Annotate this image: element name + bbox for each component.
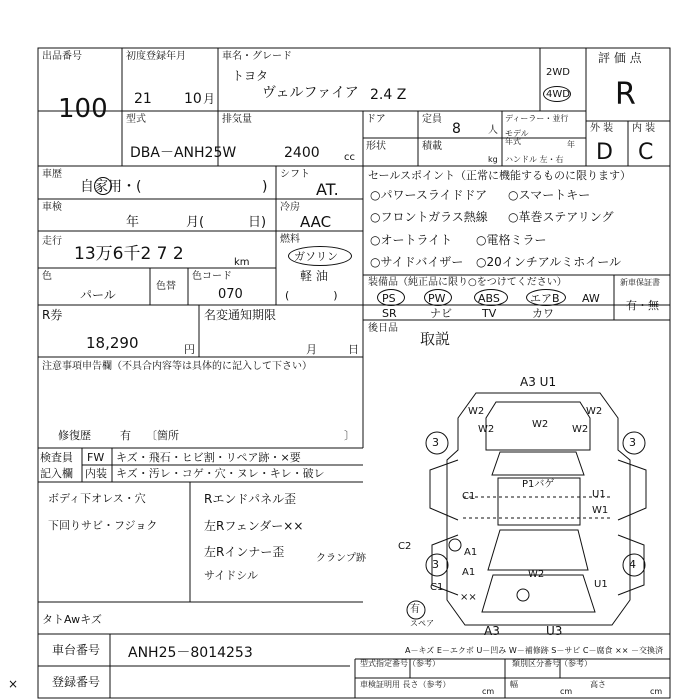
transfer-label: 名変通知期限 <box>204 308 277 322</box>
fuel-diesel: 軽 油 <box>300 269 328 283</box>
repair-location: 〔箇所 <box>146 429 179 442</box>
diagram-circle-note: 有 <box>410 604 420 615</box>
selling-point-3: ○フロントガラス熱線 <box>370 210 488 224</box>
equip-abs: ABS <box>478 292 500 305</box>
fuel-circled: ガソリン <box>294 250 338 263</box>
rating-label: 評 価 点 <box>598 51 642 65</box>
diagram-a3: A3 <box>484 624 500 638</box>
inspection-label: 車検 <box>42 202 62 213</box>
category: 類別区分番号（参考） <box>512 659 592 668</box>
ac-label: 冷房 <box>280 202 300 213</box>
diagram-w2-3: W2 <box>532 419 549 430</box>
first-reg-label: 初度登録年月 <box>126 51 186 62</box>
equip-ps: PS <box>382 292 396 305</box>
color-value: パール <box>80 288 116 302</box>
notes-label: 注意事項申告欄（不具合内容等は具体的に記入して下さい） <box>42 361 312 372</box>
selling-point-6: ○電格ミラー <box>476 233 547 247</box>
mileage-unit: km <box>234 257 250 268</box>
transfer-day: 日 <box>348 343 359 356</box>
drive-4wd-circle <box>543 86 571 102</box>
inspector-interior-items: キズ・汚レ・コゲ・穴・ヌレ・キレ・破レ <box>116 467 325 480</box>
width-label: 幅 <box>510 680 518 689</box>
x-mark: × <box>8 677 19 691</box>
load-label: 積載 <box>422 141 442 152</box>
diagram-w2-4: W2 <box>478 424 495 435</box>
interior-label: 内 装 <box>632 123 656 134</box>
diagram-circle-sub: スペア <box>410 619 434 628</box>
kg-unit: kg <box>488 155 498 164</box>
inspection-year: 年 <box>126 215 140 230</box>
diagram-a1-b: A1 <box>462 567 476 578</box>
warranty-value: 有・無 <box>626 299 659 312</box>
note-left-1: ボディ下オレス・穴 <box>48 492 146 505</box>
model-year-label: モデル年式 <box>505 129 529 146</box>
diagram-w1: W1 <box>592 505 609 516</box>
selling-point-4: ○革巻ステアリング <box>508 210 614 224</box>
inspector-interior: 内装 <box>85 467 107 480</box>
inspector-fw-items: キズ・飛石・ヒビ割・リペア跡・×要 <box>116 451 301 464</box>
diagram-c2: C2 <box>398 541 412 552</box>
diagram-u1-a: U1 <box>592 489 606 500</box>
diagram-w2-5: W2 <box>572 424 589 435</box>
chassis-number: ANH25－8014253 <box>128 645 253 661</box>
selling-point-5: ○オートライト <box>370 233 453 247</box>
diagram-c1-b: C1 <box>430 582 444 593</box>
diagram-mark-3c: 3 <box>432 558 439 571</box>
equip-leather: カワ <box>532 307 554 320</box>
history-close: ) <box>262 179 268 195</box>
repair-label: 修復歴 <box>58 429 91 442</box>
diagram-a1-a: A1 <box>464 547 478 558</box>
pw-circle <box>424 289 452 306</box>
bracket-note: クランプ跡 <box>316 553 366 564</box>
diagram-c1-a: C1 <box>462 491 476 502</box>
selling-point-7: ○サイドバイザー <box>370 255 464 269</box>
diagram-w2-2: W2 <box>586 406 603 417</box>
type-designation: 型式指定番号（参考） <box>360 659 440 668</box>
diagram-mark-3b: 3 <box>629 436 636 449</box>
capacity-unit: 人 <box>488 125 498 136</box>
ps-circle <box>377 289 405 306</box>
model-year-unit: 年 <box>567 140 575 149</box>
note-right-1: Rエンドパネル歪 <box>204 492 297 506</box>
diagram-mark-4: 4 <box>629 558 636 571</box>
capacity-label: 定員 <box>422 114 442 125</box>
displacement: 2400 <box>284 145 320 161</box>
note-bottom: タトAwキズ <box>42 613 102 626</box>
exterior-score: D <box>596 140 613 165</box>
diagram-w2-6: W2 <box>528 569 545 580</box>
displacement-label: 排気量 <box>222 114 252 125</box>
drive-2wd: 2WD <box>546 67 570 78</box>
model-code: DBA－ANH25W <box>130 145 237 161</box>
airbag-circle <box>526 289 566 306</box>
exterior-label: 外 装 <box>590 123 614 134</box>
car-name-label: 車名・グレード <box>222 51 292 62</box>
model-name: ヴェルファイア <box>262 85 359 101</box>
selling-point-1: ○パワースライドドア <box>370 188 488 202</box>
color-code-label: 色コード <box>192 271 232 282</box>
equip-airbag: エアB <box>530 292 560 305</box>
diagram-u3: U3 <box>546 624 563 638</box>
height-label: 高さ <box>590 680 606 689</box>
equip-tv: TV <box>482 307 497 320</box>
equip-pw: PW <box>428 292 446 305</box>
fuel-label: 燃料 <box>280 234 300 245</box>
mileage-label: 走行 <box>42 236 62 247</box>
inspector-fw: FW <box>87 451 105 464</box>
cm-1: cm <box>482 687 495 696</box>
diagram-p1: P1バゲ <box>522 479 555 490</box>
diagram-top: A3 U1 <box>520 375 557 389</box>
dealer-label: ディーラー・並行 <box>505 114 569 123</box>
model-label: 型式 <box>126 114 146 125</box>
selling-point-2: ○スマートキー <box>508 188 591 202</box>
handle-label: ハンドル 左・右 <box>505 155 564 164</box>
warranty-label: 新車保証書 <box>620 278 660 287</box>
transfer-month: 月 <box>306 343 317 356</box>
cert-length: 車検証明用 長さ（参考） <box>360 680 451 689</box>
reg-label: 登録番号 <box>52 675 101 689</box>
repair-location-close: 〕 <box>344 429 355 442</box>
diagram-w2-1: W2 <box>468 406 485 417</box>
mileage-value: 13万6千2 7 2 <box>74 244 184 264</box>
diagram-u1-b: U1 <box>594 579 608 590</box>
lot-label: 出品番号 <box>42 51 82 62</box>
inspection-day: 日) <box>248 215 267 230</box>
ac-value: AAC <box>300 213 332 231</box>
fuel-paren: ( ) <box>285 289 338 302</box>
equip-navi: ナビ <box>430 307 452 320</box>
lot-number: 100 <box>58 94 108 124</box>
capacity: 8 <box>452 121 461 137</box>
door-label: ドア <box>366 114 386 125</box>
abs-circle <box>474 289 508 306</box>
maker: トヨタ <box>232 69 269 83</box>
equipment-label: 装備品（純正品に限り○をつけてください） <box>368 277 567 288</box>
grade: 2.4 Z <box>370 87 407 103</box>
diagram-xx: ×× <box>460 592 477 603</box>
diagram-legend: A－キズ E－エクボ U－凹み W－補修跡 S－サビ C－腐食 ×× －交換済 <box>405 646 664 655</box>
after-install-value: 取説 <box>420 330 451 348</box>
recycle-value: 18,290 <box>86 334 139 352</box>
recycle-unit: 円 <box>184 343 195 356</box>
selling-point-8: ○20インチアルミホイール <box>476 255 622 269</box>
cm-3: cm <box>650 687 663 696</box>
first-reg-month: 10 <box>184 91 202 107</box>
inspector-label-2: 記入欄 <box>40 467 73 480</box>
inspector-label-1: 検査員 <box>40 451 73 464</box>
equip-aw: AW <box>582 292 600 305</box>
note-right-4: サイドシル <box>204 569 258 582</box>
shape-label: 形状 <box>366 141 386 152</box>
selling-points-label: セールスポイント（正常に機能するものに限ります） <box>368 169 632 182</box>
month-unit: 月 <box>203 92 216 106</box>
first-reg-year: 21 <box>134 91 152 107</box>
note-right-3: 左Rインナー歪 <box>204 545 285 559</box>
diagram-mark-3a: 3 <box>432 436 439 449</box>
shift-value: AT. <box>316 180 339 199</box>
color-label: 色 <box>42 271 52 282</box>
equip-sr: SR <box>382 307 397 320</box>
recycle-label: R券 <box>42 308 63 322</box>
drive-4wd: 4WD <box>546 89 570 100</box>
repair-value: 有 <box>120 429 131 442</box>
chassis-label: 車台番号 <box>52 643 101 657</box>
shift-label: シフト <box>280 169 310 180</box>
note-right-2: 左Rフェンダー×× <box>204 519 304 533</box>
history-circle <box>94 177 112 195</box>
note-left-2: 下回りサビ・フジョク <box>48 519 158 532</box>
inspection-month: 月( <box>186 215 205 230</box>
color-code: 070 <box>218 287 243 302</box>
interior-score: C <box>638 140 654 165</box>
history-label: 車歴 <box>42 169 62 180</box>
after-install-label: 後日品 <box>368 323 398 334</box>
history-value: 自家用・( <box>80 179 142 195</box>
rating-score: R <box>615 77 636 112</box>
color-change-label: 色替 <box>156 281 176 292</box>
cm-2: cm <box>560 687 573 696</box>
cc-unit: cc <box>344 152 355 163</box>
